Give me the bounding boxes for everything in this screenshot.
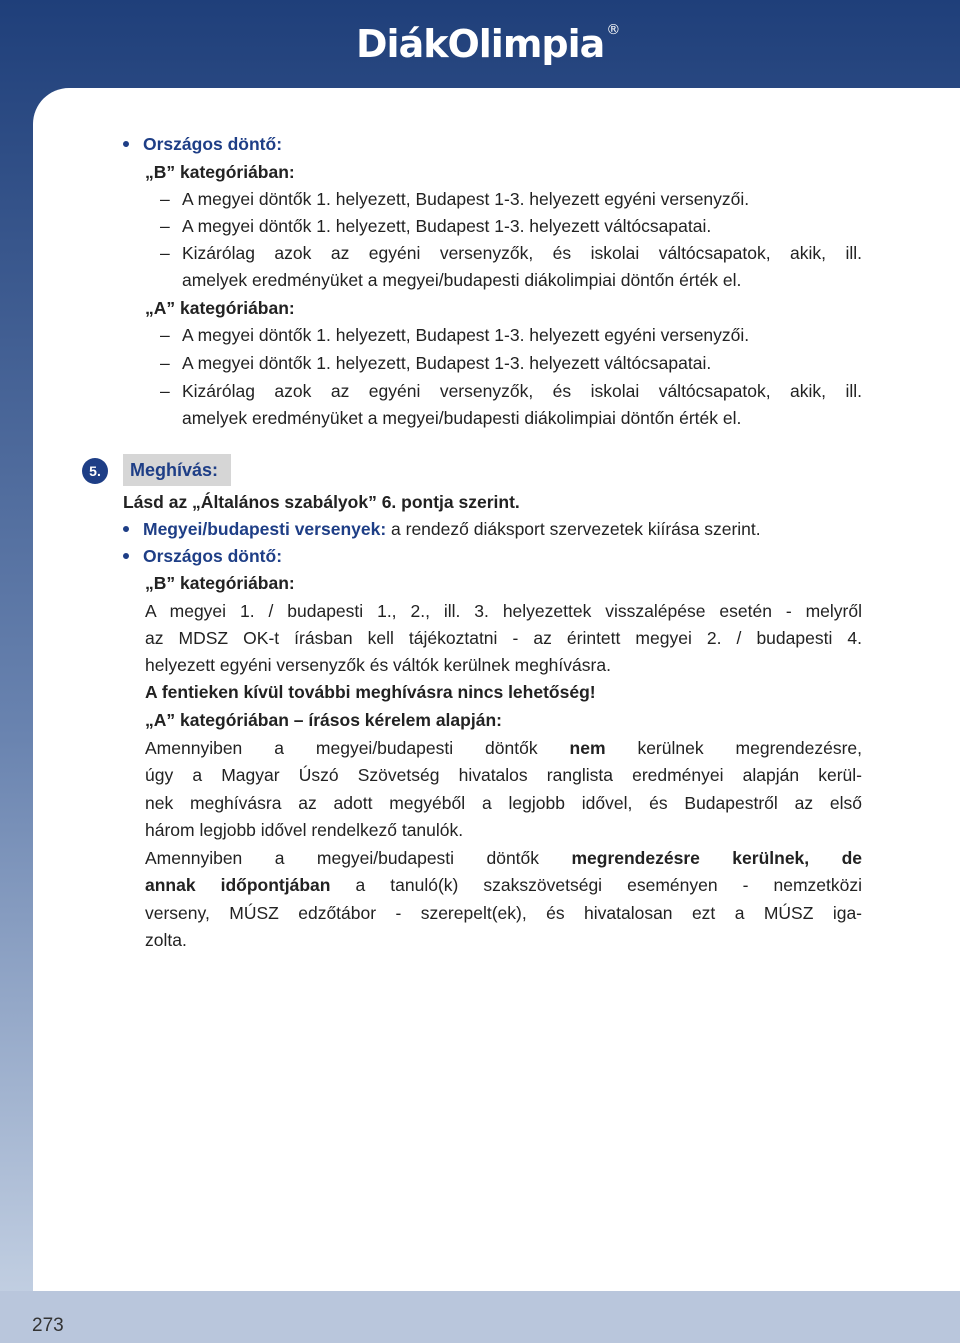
paragraph-line: nek meghívásra az adott megyéből a legjobb idővel, és Budapestről az első (145, 793, 862, 813)
list-item: – Kizárólag azok az egyéni versenyzők, és iskolai váltócsapatok, akik, ill. (182, 241, 862, 265)
national-final-heading: Országos döntő: (143, 546, 283, 566)
paragraph-line: annak időpontjában a tanuló(k) szakszövetségi eseményen - nemzetközi (145, 875, 862, 895)
paragraph-line: zolta. (145, 930, 187, 950)
paragraph-line: verseny, MÚSZ edzőtábor - szerepelt(ek), és hivatalosan ezt a MÚSZ iga- (145, 903, 862, 923)
no-more-invitations: A fentieken kívül további meghívásra nincs lehetőség! (145, 682, 596, 702)
paragraph-line: A megyei 1. / budapesti 1., 2., ill. 3. helyezettek visszalépése esetén - melyről (145, 601, 862, 621)
a-category-heading: „A” kategóriában – írásos kérelem alapján: (145, 710, 502, 730)
list-item: – A megyei döntők 1. helyezett, Budapest 1-3. helyezett egyéni versenyzői. (182, 323, 749, 347)
paragraph-line: három legjobb idővel rendelkező tanulók. (145, 820, 464, 840)
list-item: – A megyei döntők 1. helyezett, Budapest 1-3. helyezett váltócsapatai. (182, 214, 711, 238)
paragraph-line: Amennyiben a megyei/budapesti döntők megrendezésre kerülnek, de (145, 848, 862, 868)
registered-mark: ® (606, 22, 620, 38)
county-competitions-line (143, 517, 761, 541)
paragraph-line: helyezett egyéni versenyzők és váltók kerülnek meghívásra. (145, 655, 611, 675)
section-title: Meghívás: (123, 454, 231, 486)
list-item: – Kizárólag azok az egyéni versenyzők, és iskolai váltócsapatok, akik, ill. (182, 379, 862, 403)
paragraph-line: az MDSZ OK-t írásban kell tájékoztatni - az érintett megyei 2. / budapesti 4. (145, 628, 862, 648)
county-text: a rendező diáksport szervezetek kiírása szerint. (386, 519, 761, 539)
paragraph-line: Amennyiben a megyei/budapesti döntők nem kerülnek megrendezésre, (145, 738, 862, 758)
a-category-heading: „A” kategóriában: (145, 298, 295, 318)
b-category-heading: „B” kategóriában: (145, 162, 295, 182)
county-label: Megyei/budapesti versenyek: (143, 519, 387, 539)
diakolimpia-logo: DiákOlimpia ® (356, 22, 620, 66)
general-rules-reference: Lásd az „Általános szabályok” 6. pontja szerint. (123, 492, 520, 512)
list-item: – A megyei döntők 1. helyezett, Budapest 1-3. helyezett egyéni versenyzői. (182, 187, 749, 211)
list-item-continued: amelyek eredményüket a megyei/budapesti diákolimpiai döntőn érték el. (182, 408, 742, 428)
paragraph-line: úgy a Magyar Úszó Szövetség hivatalos ranglista eredményei alapján kerül- (145, 765, 862, 785)
b-category-heading: „B” kategóriában: (145, 573, 295, 593)
page-number: 273 (32, 1315, 64, 1336)
list-item: – A megyei döntők 1. helyezett, Budapest 1-3. helyezett váltócsapatai. (182, 351, 711, 375)
section-number-badge: 5. (82, 458, 108, 484)
footer-band (0, 1291, 960, 1343)
list-item-continued: amelyek eredményüket a megyei/budapesti diákolimpiai döntőn érték el. (182, 270, 742, 290)
national-final-heading: Országos döntő: (143, 134, 283, 154)
